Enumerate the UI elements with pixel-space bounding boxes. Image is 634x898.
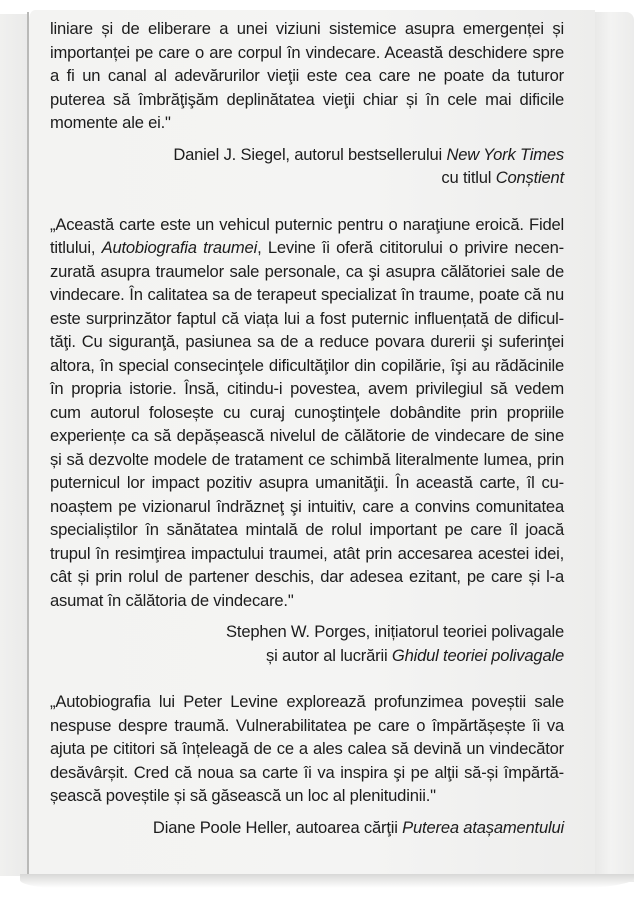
quote-line: a fi un canal al adevărurilor vieţii este cea care ne poate da tuturor xyxy=(50,66,564,85)
quote-line: în propria istorie. Însă, citindu-i povestea, avem privilegiul să vedem xyxy=(50,379,564,398)
quote-line: titlului, xyxy=(50,238,102,257)
quote-line: noaștem pe vizionarul îndrăzneţ şi intuitiv, care a convins comunitatea xyxy=(50,496,564,516)
quote-line: cât și prin rolul de partener deschis, dar adesea ezitant, pe care și l-a xyxy=(50,567,564,586)
quote-line: nespuse despre traumă. Vulnerabilitatea pe care o împărtășește îi va xyxy=(50,715,564,735)
page-content xyxy=(50,17,564,839)
quote-line: altora, în special consecinţele dificultăţilor din copilărie, îşi au rădăcinile xyxy=(50,355,564,375)
quote-line: importanței pe care o are corpul în vindecare. Această deschidere spre xyxy=(50,42,564,62)
attribution-author: Diane Poole Heller, autoarea cărţii xyxy=(152,817,403,837)
attribution-author: Daniel J. Siegel, autorul bestsellerului xyxy=(173,144,447,164)
previous-page-edge xyxy=(0,14,28,876)
attribution-text: cu titlul xyxy=(441,168,496,187)
attribution-book-title: Ghidul teoriei polivagale xyxy=(391,645,564,665)
quote-line: puterea să îmbrăţişăm deplinătatea vieţii chiar și în cele mai dificile xyxy=(50,89,564,109)
quote-line: este surprinzător faptul că viața lui a fost puternic influențată de dificul- xyxy=(50,308,564,328)
quote-line: specialiștilor în sănătatea mintală de rolul important pe care îl joacă xyxy=(50,520,564,539)
quote-line: zurată asupra traumelor sale personale, ca şi asupra călătoriei sale de xyxy=(50,261,564,281)
quote-attribution xyxy=(50,143,564,190)
page-bottom-shadow xyxy=(20,874,634,888)
attribution-author: Stephen W. Porges, inițiatorul teoriei polivagale xyxy=(226,622,564,641)
quote-attribution xyxy=(50,816,564,840)
quote-line: cum autorul folosește cu curaj cunoştinţele dobândite prin propriile xyxy=(50,402,564,422)
quote-line: să dezvolte modele de tratament ce schimbă literalmente lumea, prin xyxy=(66,449,564,469)
attribution-publication: New York Times xyxy=(446,144,564,164)
quote-line: experiențe ca să depășească nivelul de călătorie de vindecare de sine și xyxy=(50,426,564,469)
book-title: Autobiografia traumei xyxy=(101,238,258,257)
quote-line: momente ale ei." xyxy=(50,113,171,132)
endorsement-quote-porges xyxy=(50,213,564,668)
quote-text xyxy=(50,17,564,135)
quote-line: ajuta pe cititori să înțeleagă de ce a ales calea să devină un vindecător xyxy=(50,739,564,758)
quote-text xyxy=(50,690,564,808)
quote-line: trupul în resimţirea impactului traumei, atât prin accesarea acestei idei, xyxy=(50,543,564,563)
quote-line: puternicul lor impact pozitiv asupra umanităţii. În această carte, îl cu- xyxy=(50,473,564,492)
quote-attribution xyxy=(50,620,564,667)
quote-text xyxy=(50,213,564,613)
quote-line: asumat în călătoria de vindecare." xyxy=(50,590,294,610)
quote-line: tăţi. Cu siguranţă, pasiunea sa de a reduce povara durerii şi suferinţei xyxy=(50,332,564,351)
endorsement-quote-siegel xyxy=(50,17,564,190)
quote-line: „Această carte este un vehicul puternic pentru o naraţiune eroică. Fidel xyxy=(50,214,564,234)
quote-line: șească poveștile și să găsească un loc al plenitudinii." xyxy=(50,786,436,805)
endorsement-quote-heller xyxy=(50,690,564,839)
quote-line: „Autobiografia lui Peter Levine explorează profunzimea poveștii sale xyxy=(50,692,564,711)
quote-line: liniare și de eliberare a unei viziuni sistemice asupra emergenței și xyxy=(50,19,564,38)
attribution-book-title: Conștient xyxy=(495,168,564,187)
quote-line: desăvârșit. Cred că noua sa carte îi va inspira şi pe alţii să-și împărtă- xyxy=(50,762,564,782)
attribution-text: și autor al lucrării xyxy=(266,645,392,665)
quote-line: , Levine îi oferă cititorului o privire necen- xyxy=(257,238,564,257)
quote-line: vindecare. În calitatea sa de terapeut specializat în traume, poate că nu xyxy=(50,285,564,304)
attribution-book-title: Puterea atașamentului xyxy=(402,817,564,837)
page-stack-edge xyxy=(595,12,634,882)
